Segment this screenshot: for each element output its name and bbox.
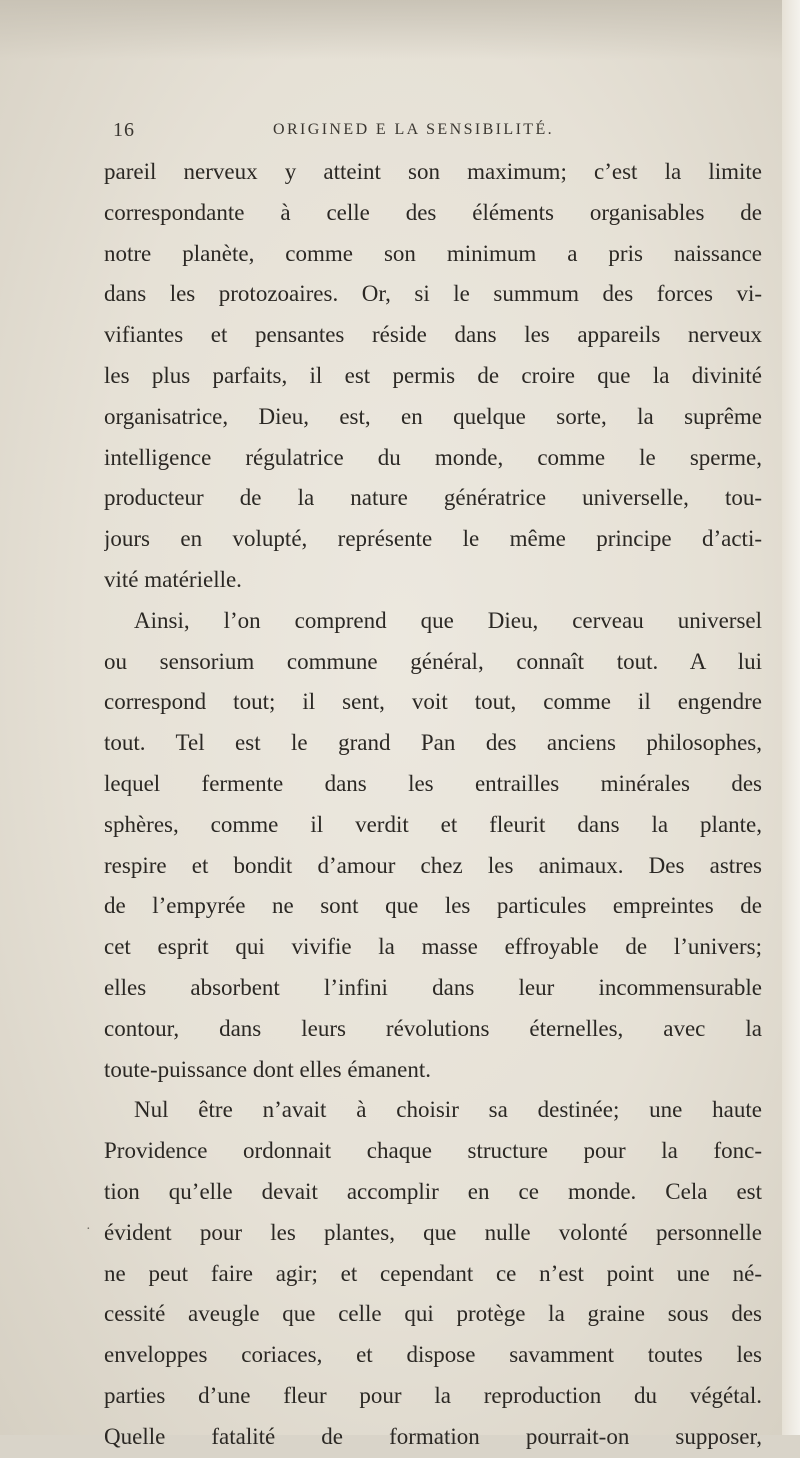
text-line: correspond tout; il sent, voit tout, comme il engendre (104, 689, 762, 715)
page-header (113, 119, 763, 147)
text-line: cet esprit qui vivifie la masse effroyable de l’univers; (104, 934, 762, 960)
text-line: correspondante à celle des éléments organisables de (104, 199, 762, 225)
text-line: tion qu’elle devait accomplir en ce monde. Cela est (104, 1178, 762, 1204)
text-line: intelligence régulatrice du monde, comme le sperme, (104, 444, 762, 470)
margin-dot: · (86, 1222, 91, 1237)
text-line: ne peut faire agir; et cependant ce n’est point une né- (104, 1260, 762, 1286)
text-line: notre planète, comme son minimum a pris naissance (104, 240, 762, 266)
running-title: ORIGINED E LA SENSIBILITÉ. (273, 121, 555, 138)
text-line: ou sensorium commune général, connaît tout. A lui (104, 648, 762, 674)
text-line: elles absorbent l’infini dans leur incommensurable (104, 974, 762, 1000)
text-line: Quelle fatalité de formation pourrait-on supposer, (104, 1423, 762, 1449)
paragraph-start-line: Nul être n’avait à choisir sa destinée; une haute (134, 1097, 762, 1123)
page-edge-right (782, 0, 800, 1435)
text-line: sphères, comme il verdit et fleurit dans la plante, (104, 811, 762, 837)
text-line: organisatrice, Dieu, est, en quelque sorte, la suprême (104, 403, 762, 429)
text-line: contour, dans leurs révolutions éternelles, avec la (104, 1015, 762, 1041)
text-line: jours en volupté, représente le même principe d’acti- (104, 526, 762, 552)
body-text (104, 152, 762, 1458)
page-shadow-top (0, 0, 800, 60)
text-line: tout. Tel est le grand Pan des anciens philosophes, (104, 730, 762, 756)
text-line: Providence ordonnait chaque structure pour la fonc- (104, 1138, 762, 1164)
text-line: les plus parfaits, il est permis de croire que la divinité (104, 362, 762, 388)
text-line: respire et bondit d’amour chez les animaux. Des astres (104, 852, 762, 878)
text-line: cessité aveugle que celle qui protège la graine sous des (104, 1301, 762, 1327)
text-line: dans les protozoaires. Or, si le summum des forces vi- (104, 281, 762, 307)
text-line: de l’empyrée ne sont que les particules empreintes de (104, 893, 762, 919)
text-line: vité matérielle. (104, 566, 242, 592)
text-line: parties d’une fleur pour la reproduction du végétal. (104, 1382, 762, 1408)
page-number: 16 (113, 119, 135, 141)
text-line: producteur de la nature génératrice universelle, tou- (104, 485, 762, 511)
text-line: vifiantes et pensantes réside dans les appareils nerveux (104, 322, 762, 348)
text-line: toute-puissance dont elles émanent. (104, 1056, 432, 1082)
paragraph-start-line: Ainsi, l’on comprend que Dieu, cerveau universel (134, 607, 762, 633)
text-line: lequel fermente dans les entrailles minérales des (104, 770, 762, 796)
text-line: pareil nerveux y atteint son maximum; c’est la limite (104, 159, 762, 184)
text-line: évident pour les plantes, que nulle volonté personnelle (104, 1219, 762, 1245)
text-line: enveloppes coriaces, et dispose savamment toutes les (104, 1342, 762, 1368)
